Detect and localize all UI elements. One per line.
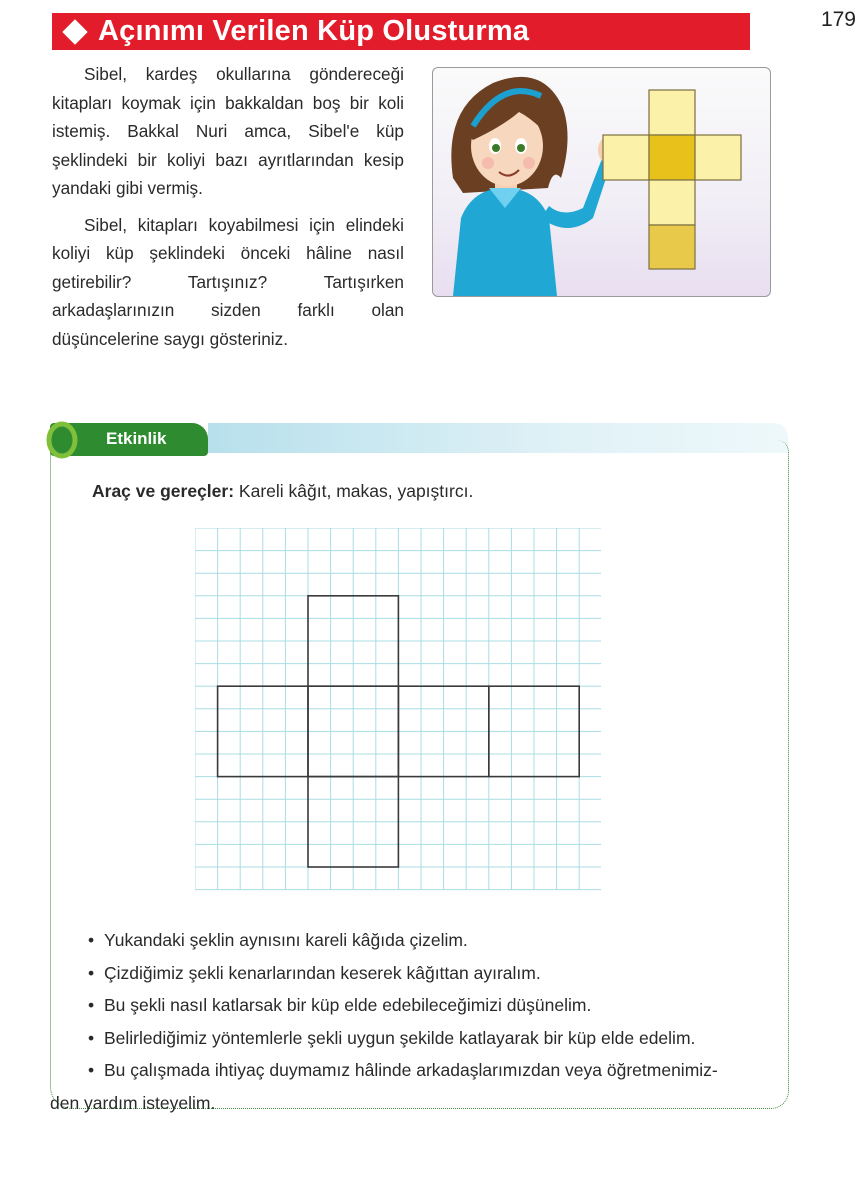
girl-pupil-right <box>517 144 525 152</box>
illustration-girl-with-cube-net <box>432 67 771 297</box>
step-item: • Çizdiğimiz şekli kenarlarından keserek kâğıttan ayıralım. <box>88 962 541 983</box>
step-text-continued: den yardım isteyelim. <box>50 1092 216 1113</box>
step-text: Yukandaki şeklin aynısını kareli kâğıda çizelim. <box>104 930 468 950</box>
step-item: • Yukandaki şeklin aynısını kareli kâğıda çizelim. <box>88 930 468 950</box>
step-item: • Bu şekli nasıl katlarsak bir küp elde edebileceğimizi düşünelim. <box>88 995 592 1016</box>
grid-svg <box>195 528 601 892</box>
activity-label: Etkinlik <box>106 429 167 448</box>
girl-cheek-right <box>523 157 535 169</box>
girl-illustration <box>433 68 770 296</box>
step-item: • Belirlediğimiz yöntemlerle şekli uygun şekilde katlayarak bir küp elde edelim. <box>88 1027 696 1048</box>
materials-line <box>92 481 473 502</box>
girl-cheek-left <box>482 157 494 169</box>
step-text: Çizdiğimiz şekli kenarlarından keserek kâğıttan ayıralım. <box>104 962 541 983</box>
story-paragraph: Sibel, kardeş okullarına göndereceği kitapları koymak için bakkaldan boş bir koli istemiş. Bakkal Nuri amca, Sibel'e küp şeklindeki bir koliyi bazı ayrıtlarından kesip yandaki gibi vermiş. <box>52 64 404 198</box>
step-text: Belirlediğimiz yöntemlerle şekli uygun şekilde katlayarak bir küp elde edelim. <box>104 1027 696 1048</box>
story-paragraph: Sibel, kitapları koyabilmesi için elindeki koliyi küp şeklindeki önceki hâline nasıl getirebilir? Tartışınız? Tartışırken arkadaşlarınızın sizden farklı olan düşüncelerine saygı gösteriniz. <box>52 214 404 349</box>
step-text: Bu çalışmada ihtiyaç duymamız hâlinde arkadaşlarımızdan veya öğretmenimiz- <box>104 1060 718 1081</box>
grid-paper <box>195 528 601 897</box>
activity-ring-icon <box>46 420 82 464</box>
materials-text: Kareli kâğıt, makas, yapıştırcı. <box>238 481 474 501</box>
cube-net-illustration <box>603 90 741 269</box>
step-item: • Bu çalışmada ihtiyaç duymamız hâlinde arkadaşlarımızdan veya öğretmenimiz- den yardım isteyelim. <box>88 1054 782 1119</box>
materials-label: Araç ve gereçler: <box>92 481 235 501</box>
story-text <box>52 60 404 361</box>
page-number: 179 <box>820 8 856 31</box>
title-bar <box>52 13 750 50</box>
diamond-icon <box>62 19 87 44</box>
step-text: Bu şekli nasıl katlarsak bir küp elde edebileceğimizi düşünelim. <box>104 995 592 1016</box>
steps-list <box>50 924 782 1120</box>
page-title: Açınımı Verilen Küp Olusturma <box>98 15 530 47</box>
girl-pupil-left <box>492 144 500 152</box>
